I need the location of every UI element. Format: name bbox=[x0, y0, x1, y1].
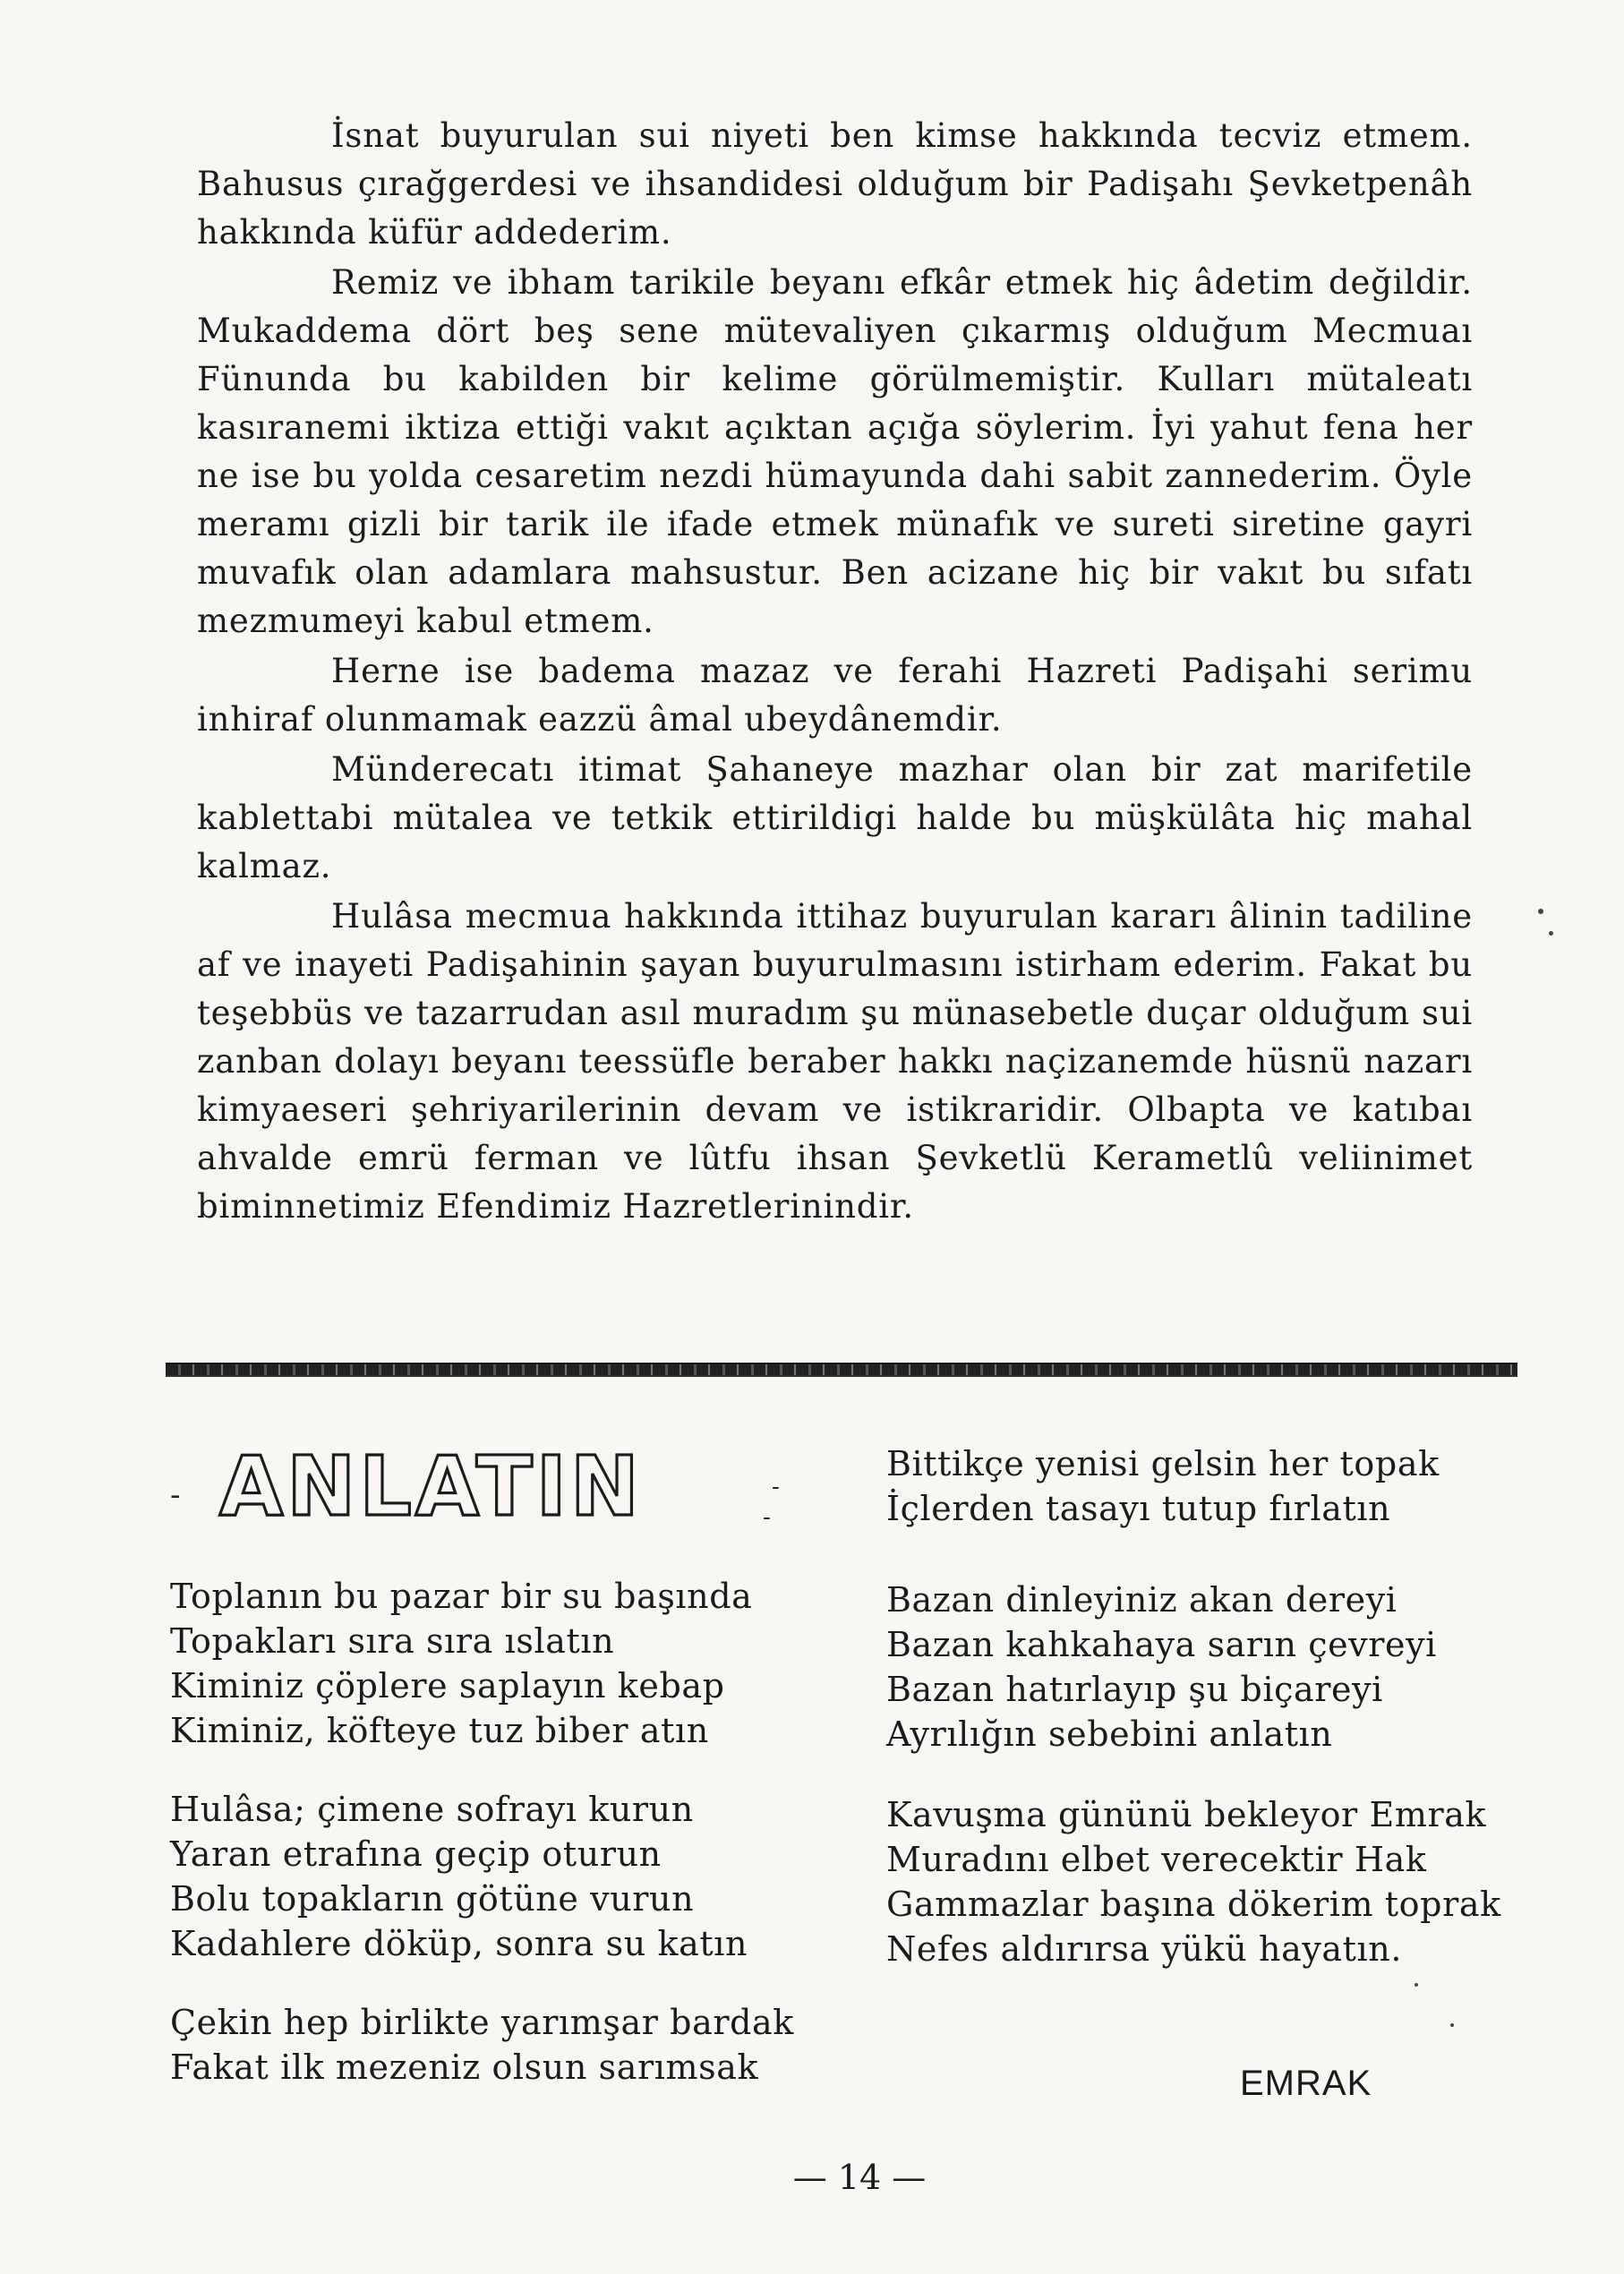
verse-line: Toplanın bu pazar bir su başında bbox=[170, 1577, 753, 1616]
verse-line: İçlerden tasayı tutup fırlatın bbox=[886, 1489, 1391, 1528]
poem-title: ANLATIN bbox=[219, 1441, 643, 1531]
paragraph: İsnat buyurulan sui niyeti ben kimse hakkında tecviz etmem. Bahusus çırağgerdesi ve ihsandidesi olduğum bir Padişahı Şevketpenâh hakkında küfür addederim. bbox=[197, 116, 1473, 252]
verse-line: Nefes aldırırsa yükü hayatın. bbox=[886, 1929, 1403, 1969]
verse-line: Bazan kahkahaya sarın çevreyi bbox=[886, 1625, 1437, 1664]
verse-line: Bazan hatırlayıp şu biçareyi bbox=[886, 1670, 1383, 1709]
poem-signature: EMRAK bbox=[1240, 2064, 1372, 2103]
verse-line: Gammazlar başına dökerim toprak bbox=[886, 1885, 1501, 1924]
stanza bbox=[170, 1787, 833, 1966]
print-speck bbox=[1549, 931, 1553, 936]
paragraph: Remiz ve ibham tarikile beyanı efkâr etmek hiç âdetim değildir. Mukaddema dört beş sene mütevaliyen çıkarmış olduğum Mecmuaı Fünunda bu kabilden bir kelime görülmemiştir. Kulları mütaleatı kasıranemi iktiza ettiği vakıt açıktan açığa söylerim. İyi yahut fena her ne ise bu yolda cesaretim nezdi hümayunda dahi sabit zannederim. Öyle meramı gizli bir tarik ile ifade etmek münafık ve sureti siretine gayri muvafık olan adamlara mahsustur. Ben acizane hiç bir vakıt bu sıfatı mezmumeyi kabul etmem. bbox=[197, 263, 1473, 640]
stanza bbox=[170, 2000, 833, 2090]
stanza bbox=[886, 1441, 1495, 1531]
verse-line: Çekin hep birlikte yarımşar bardak bbox=[170, 2003, 794, 2042]
print-speck bbox=[1450, 2023, 1454, 2027]
poem-title-block bbox=[170, 1441, 797, 1531]
poem-right-column bbox=[886, 1441, 1501, 1998]
print-speck bbox=[1415, 1983, 1418, 1987]
title-tick-mark: - bbox=[772, 1474, 780, 1500]
poem-title-graphic bbox=[210, 1441, 765, 1531]
prose-text bbox=[197, 112, 1473, 1233]
page-number: — 14 — bbox=[792, 2158, 927, 2197]
title-dash-decoration: - bbox=[170, 1477, 181, 1513]
paragraph: Herne ise badema mazaz ve ferahi Hazreti Padişahi serimu inhiraf olunmamak eazzü âmal ubeydânemdir. bbox=[197, 652, 1473, 739]
title-tick-mark: - bbox=[763, 1504, 771, 1531]
verse-line: Fakat ilk mezeniz olsun sarımsak bbox=[170, 2047, 759, 2087]
stanza bbox=[170, 1574, 833, 1753]
verse-line: Bittikçe yenisi gelsin her topak bbox=[886, 1444, 1440, 1483]
verse-line: Kavuşma gününü bekleyor Emrak bbox=[886, 1795, 1487, 1834]
verse-line: Kadahlere döküp, sonra su katın bbox=[170, 1924, 748, 1963]
print-speck bbox=[1538, 909, 1543, 914]
verse-line: Ayrılığın sebebini anlatın bbox=[886, 1714, 1333, 1754]
paragraph: Hulâsa mecmua hakkında ittihaz buyurulan kararı âlinin tadiline af ve inayeti Padişahinin şayan buyurulmasını istirham ederim. Fakat bu teşebbüs ve tazarrudan asıl muradım şu münasebetle duçar olduğum sui zanban dolayı beyanı teessüfle beraber hakkı naçizanemde hüsnü nazarı kimyaeseri şehriyarilerinin devam ve istikraridir. Olbapta ve katıbaı ahvalde emrü ferman ve lûtfu ihsan Şevketlü Kerametlû veliinimet biminnetimiz Efendimiz Hazretlerinindir. bbox=[197, 897, 1473, 1226]
stanza bbox=[886, 1577, 1495, 1757]
verse-line: Yaran etrafına geçip oturun bbox=[170, 1834, 662, 1874]
verse-line: Bazan dinleyiniz akan dereyi bbox=[886, 1580, 1397, 1620]
verse-line: Topakları sıra sıra ıslatın bbox=[170, 1621, 615, 1661]
poem-left-column bbox=[170, 1574, 833, 2124]
section-divider bbox=[166, 1363, 1517, 1377]
verse-line: Bolu topakların götüne vurun bbox=[170, 1879, 695, 1919]
verse-line: Hulâsa; çimene sofrayı kurun bbox=[170, 1790, 694, 1829]
verse-line: Kiminiz çöplere saplayın kebap bbox=[170, 1666, 725, 1706]
stanza bbox=[886, 1792, 1501, 1971]
paragraph: Münderecatı itimat Şahaneye mazhar olan bir zat marifetile kablettabi mütalea ve tetkik ettirildigi halde bu müşkülâta hiç mahal kalmaz. bbox=[197, 750, 1473, 885]
verse-line: Muradını elbet verecektir Hak bbox=[886, 1840, 1427, 1879]
verse-line: Kiminiz, köfteye tuz biber atın bbox=[170, 1711, 709, 1750]
